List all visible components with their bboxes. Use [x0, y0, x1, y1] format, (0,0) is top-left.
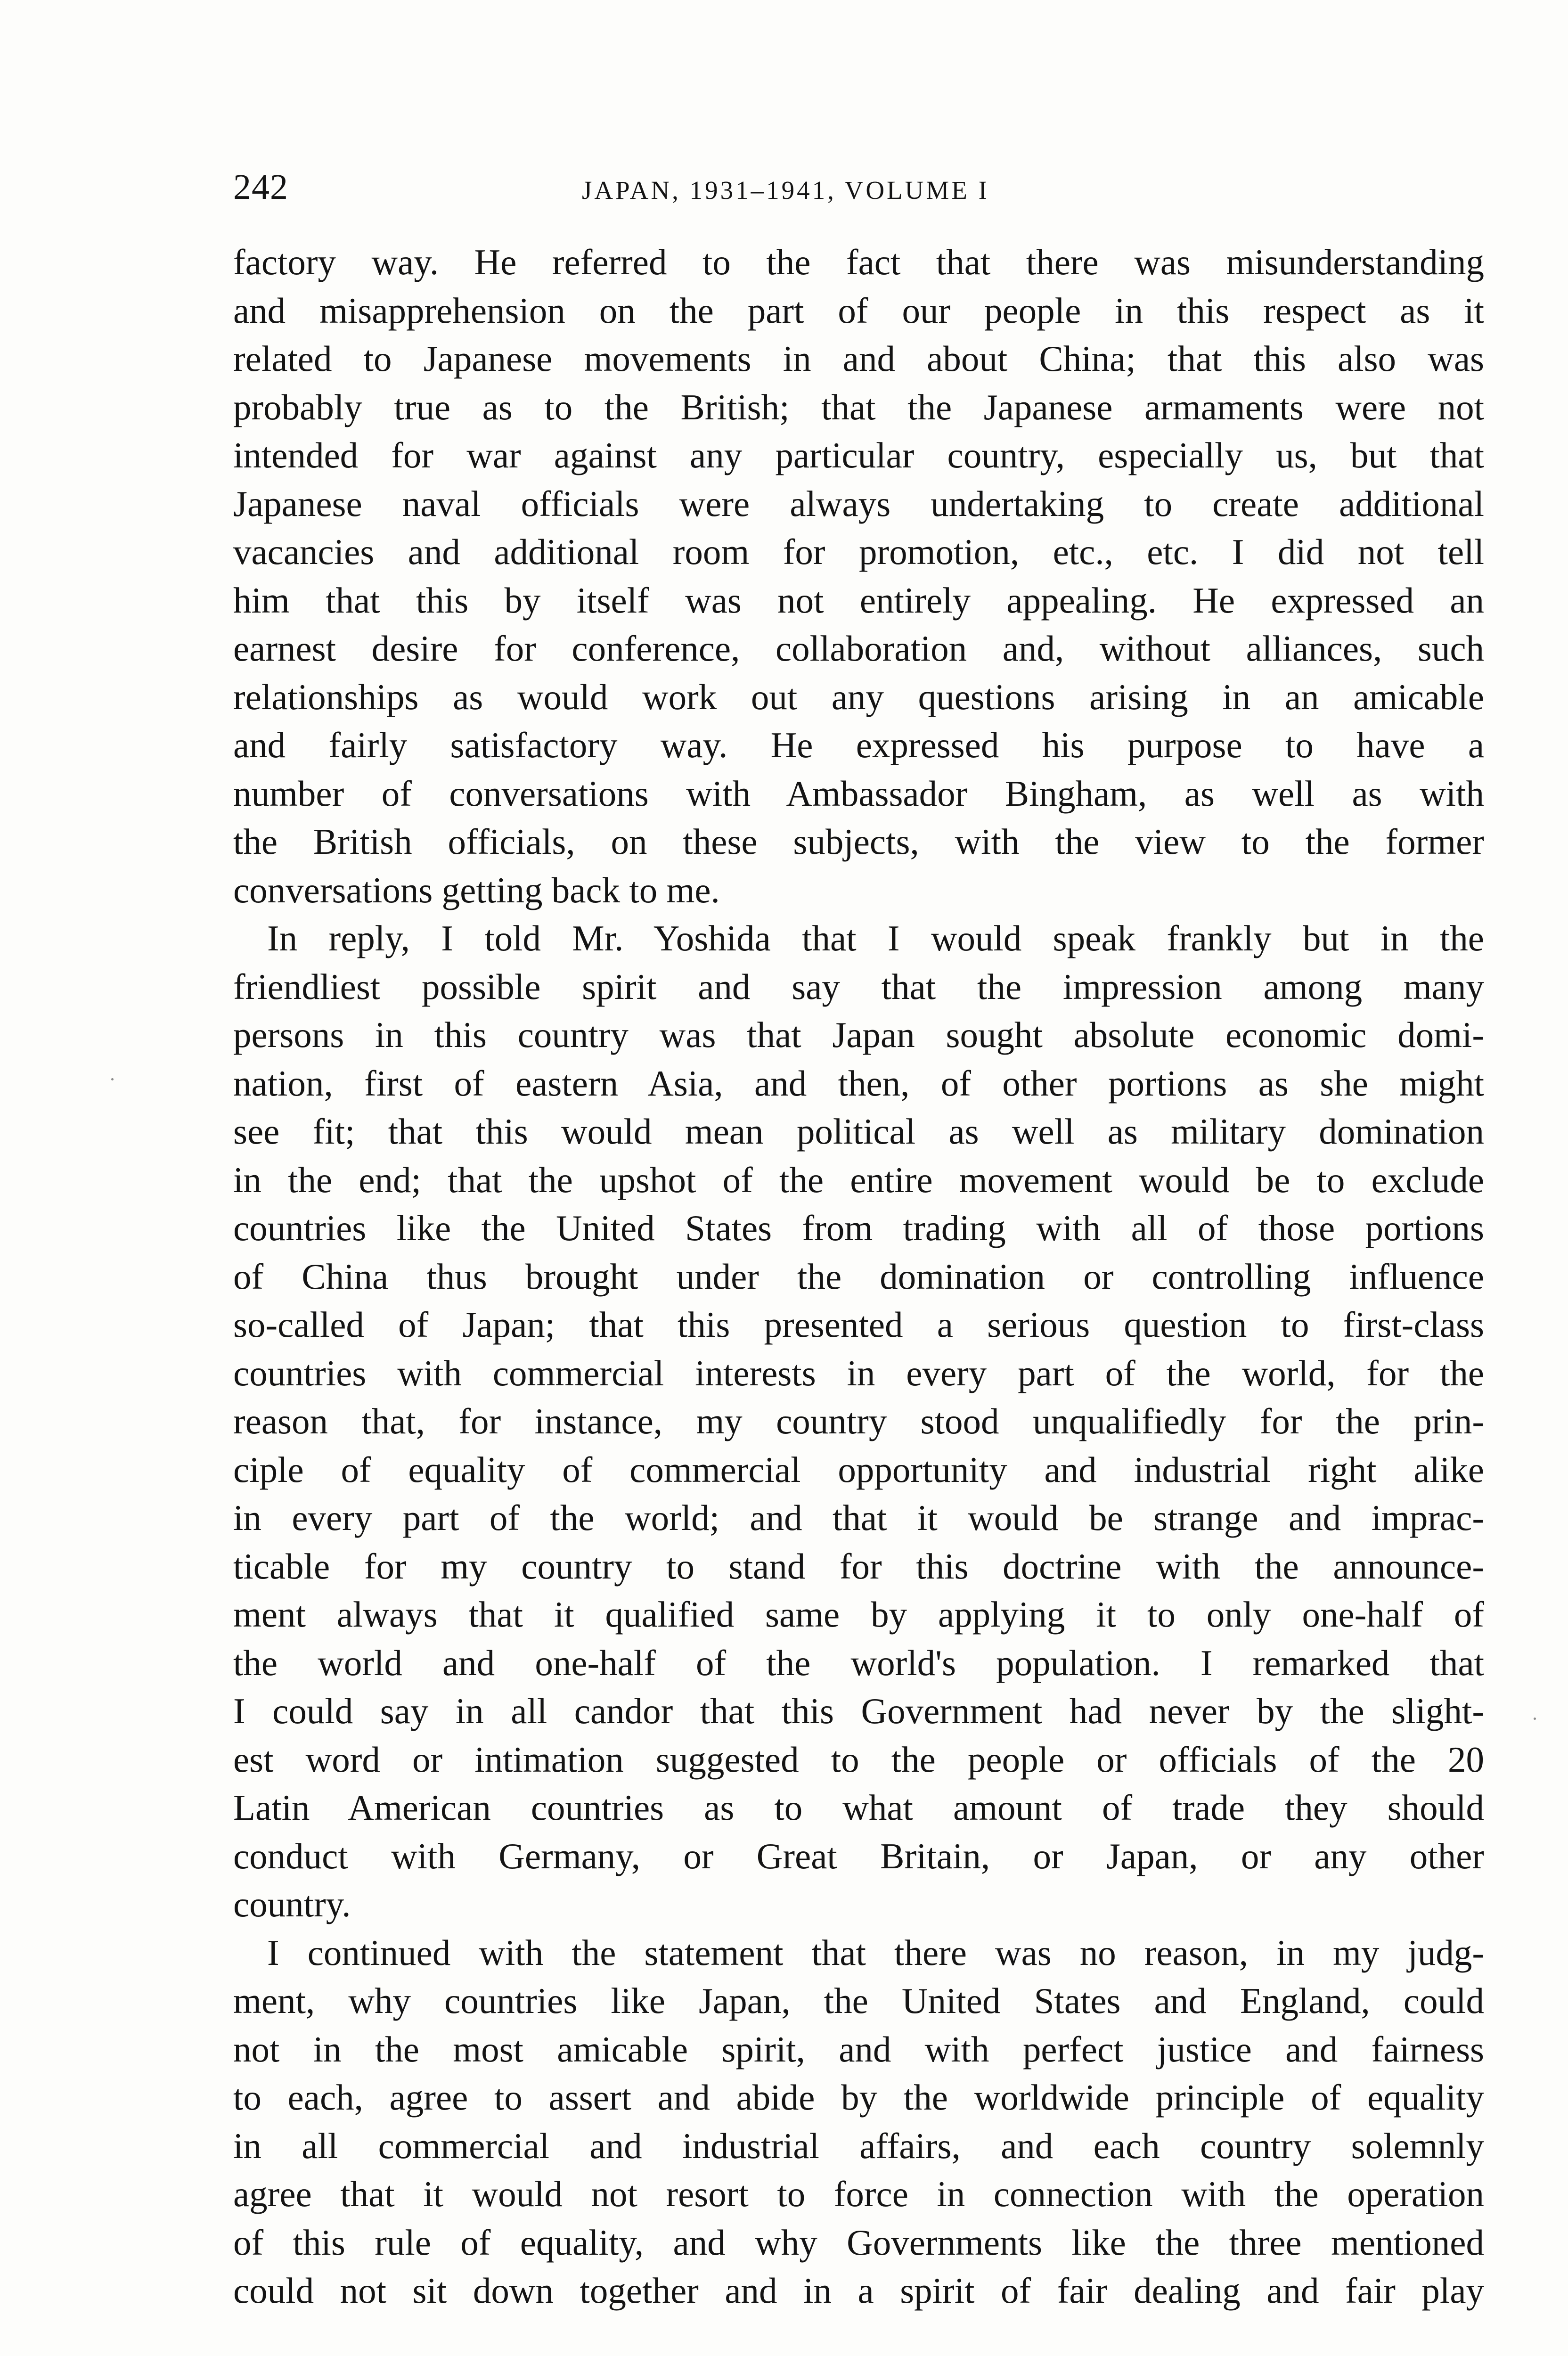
text-line: countries like the United States from trading with all of those portions	[233, 1208, 1484, 1248]
text-line: and fairly satisfactory way. He expressed his purpose to have a	[233, 725, 1484, 765]
text-line: ment always that it qualified same by applying it to only one-half of	[233, 1594, 1484, 1635]
text-line: to each, agree to assert and abide by the worldwide principle of equality	[233, 2077, 1484, 2118]
text-line: not in the most amicable spirit, and with perfect justice and fairness	[233, 2029, 1484, 2070]
text-line: Latin American countries as to what amount of trade they should	[233, 1787, 1484, 1828]
text-line: conduct with Germany, or Great Britain, or Japan, or any other	[233, 1835, 1484, 1876]
text-line: so-called of Japan; that this presented a serious question to first-class	[233, 1304, 1484, 1345]
text-line: intended for war against any particular country, especially us, but that	[233, 435, 1484, 475]
text-line: factory way. He referred to the fact that there was misunderstanding	[233, 242, 1484, 282]
text-line: the world and one-half of the world's population. I remarked that	[233, 1642, 1484, 1683]
text-line: of this rule of equality, and why Governments like the three mentioned	[233, 2222, 1484, 2263]
text-line: I could say in all candor that this Government had never by the slight-	[233, 1691, 1484, 1731]
text-line: probably true as to the British; that the Japanese armaments were not	[233, 386, 1484, 427]
text-line: nation, first of eastern Asia, and then, of other portions as she might	[233, 1063, 1484, 1104]
text-line: ment, why countries like Japan, the United States and England, could	[233, 1980, 1484, 2021]
text-line: In reply, I told Mr. Yoshida that I would speak frankly but in the	[267, 918, 1484, 958]
text-line: ticable for my country to stand for this doctrine with the announce-	[233, 1546, 1484, 1587]
scan-speck	[111, 1078, 114, 1080]
text-line: conversations getting back to me.	[233, 869, 720, 910]
text-line: reason that, for instance, my country stood unqualifiedly for the prin-	[233, 1401, 1484, 1441]
text-line: him that this by itself was not entirely appealing. He expressed an	[233, 580, 1484, 621]
text-line: friendliest possible spirit and say that the impression among many	[233, 966, 1484, 1007]
text-line: the British officials, on these subjects, with the view to the former	[233, 821, 1484, 862]
text-line: agree that it would not resort to force in connection with the operation	[233, 2174, 1484, 2214]
text-line: relationships as would work out any questions arising in an amicable	[233, 676, 1484, 717]
scan-speck	[1534, 1718, 1536, 1720]
text-line: related to Japanese movements in and about China; that this also was	[233, 338, 1484, 379]
text-line: Japanese naval officials were always undertaking to create additional	[233, 483, 1484, 524]
text-line: and misapprehension on the part of our people in this respect as it	[233, 290, 1484, 331]
running-head: JAPAN, 1931–1941, VOLUME I	[582, 176, 989, 205]
text-line: country.	[233, 1884, 351, 1924]
text-line: I continued with the statement that there was no reason, in my judg-	[267, 1932, 1484, 1973]
text-line: est word or intimation suggested to the people or officials of the 20	[233, 1739, 1484, 1780]
text-line: number of conversations with Ambassador Bingham, as well as with	[233, 773, 1484, 814]
text-line: see fit; that this would mean political as well as military domination	[233, 1111, 1484, 1152]
page-number: 242	[233, 167, 288, 207]
text-line: ciple of equality of commercial opportunity and industrial right alike	[233, 1449, 1484, 1490]
text-line: earnest desire for conference, collaboration and, without alliances, such	[233, 628, 1484, 669]
text-line: countries with commercial interests in every part of the world, for the	[233, 1352, 1484, 1393]
text-line: could not sit down together and in a spirit of fair dealing and fair play	[233, 2270, 1484, 2311]
text-line: in the end; that the upshot of the entire movement would be to exclude	[233, 1159, 1484, 1200]
text-line: of China thus brought under the domination or controlling influence	[233, 1256, 1484, 1297]
body-text	[233, 238, 1484, 2315]
text-line: in all commercial and industrial affairs, and each country solemnly	[233, 2125, 1484, 2166]
text-line: persons in this country was that Japan sought absolute economic domi-	[233, 1014, 1484, 1055]
page-header	[233, 166, 1484, 208]
text-line: in every part of the world; and that it would be strange and imprac-	[233, 1497, 1484, 1538]
text-line: vacancies and additional room for promotion, etc., etc. I did not tell	[233, 532, 1484, 572]
